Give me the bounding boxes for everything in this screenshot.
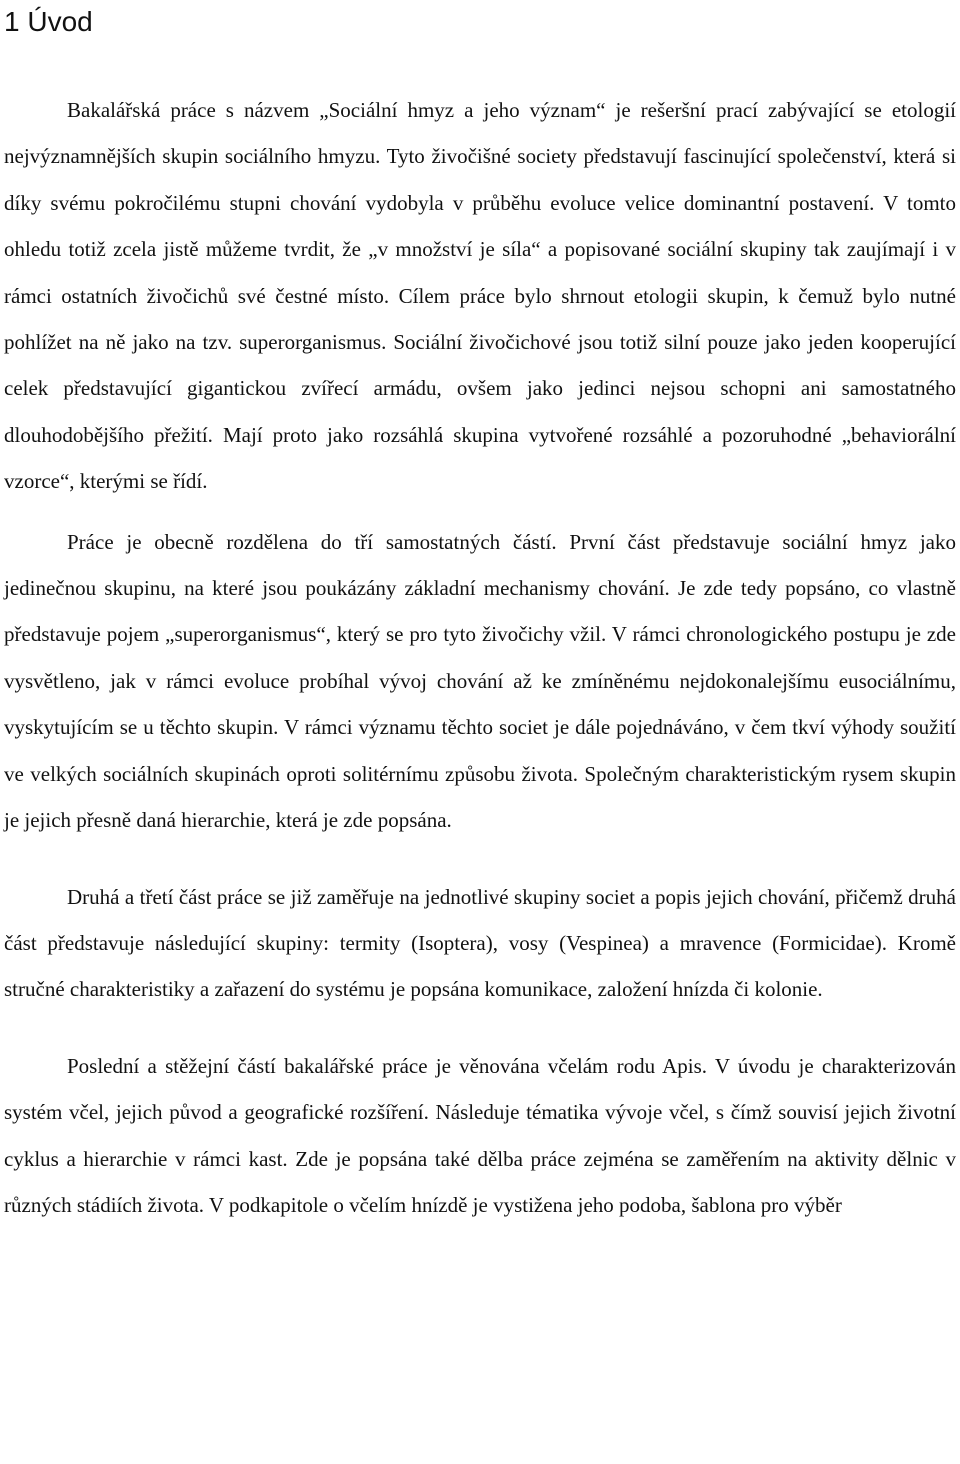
paragraph-structure: Práce je obecně rozdělena do tří samostatných částí. První část představuje sociální hmyz jako jedinečnou skupinu, na které jsou poukázány základní mechanismy chování. Je zde tedy popsáno, co vlastně představuje pojem „superorganismus“, který se pro tyto živočichy vžil. V rámci chronologického postupu je zde vysvětleno, jak v rámci evoluce probíhal vývoj chování až ke zmíněnému nejdokonalejšímu eusociálnímu, vyskytujícím se u těchto skupin. V rámci významu těchto societ je dále pojednáváno, v čem tkví výhody soužití ve velkých sociálních skupinách oproti solitérnímu způsobu života. Společným charakteristickým rysem skupin je jejich přesně daná hierarchie, která je zde popsána. <box>4 529 956 833</box>
paragraph-bees: Poslední a stěžejní částí bakalářské práce je věnována včelám rodu Apis. V úvodu je charakterizován systém včel, jejich původ a geografické rozšíření. Následuje tématika vývoje včel, s čímž souvisí jejich životní cyklus a hierarchie v rámci kast. Zde je popsána také dělba práce zejména se zaměřením na aktivity dělnic v různých stádiích života. V podkapitole o včelím hnízdě je vystižena jeho podoba, šablona pro výběr <box>4 1053 956 1217</box>
paragraph-groups: Druhá a třetí část práce se již zaměřuje na jednotlivé skupiny societ a popis jejich chování, přičemž druhá část představuje následující skupiny: termity (Isoptera), vosy (Vespinea) a mravence (Formicidae). Kromě stručné charakteristiky a zařazení do systému je popsána komunikace, založení hnízda či kolonie. <box>4 884 956 1002</box>
paragraph-intro: Bakalářská práce s názvem „Sociální hmyz a jeho význam“ je rešeršní prací zabývající se etologií nejvýznamnějších skupin sociálního hmyzu. Tyto živočišné society představují fascinující společenství, která si díky svému pokročilému stupni chování vydobyla v průběhu evoluce velice dominantní postavení. V tomto ohledu totiž zcela jistě můžeme tvrdit, že „v množství je síla“ a popisované sociální skupiny tak zaujímají i v rámci ostatních živočichů své čestné místo. Cílem práce bylo shrnout etologii skupin, k čemuž bylo nutné pohlížet na ně jako na tzv. superorganismus. Sociální živočichové jsou totiž silní pouze jako jeden kooperující celek představující gigantickou zvířecí armádu, ovšem jako jedinci nejsou schopni ani samostatného dlouhodobějšího přežití. Mají proto jako rozsáhlá skupina vytvořené rozsáhlé a pozoruhodné „behaviorální vzorce“, kterými se řídí. <box>4 98 956 494</box>
chapter-heading: 1 Úvod <box>4 6 93 37</box>
document-page <box>4 0 956 1228</box>
